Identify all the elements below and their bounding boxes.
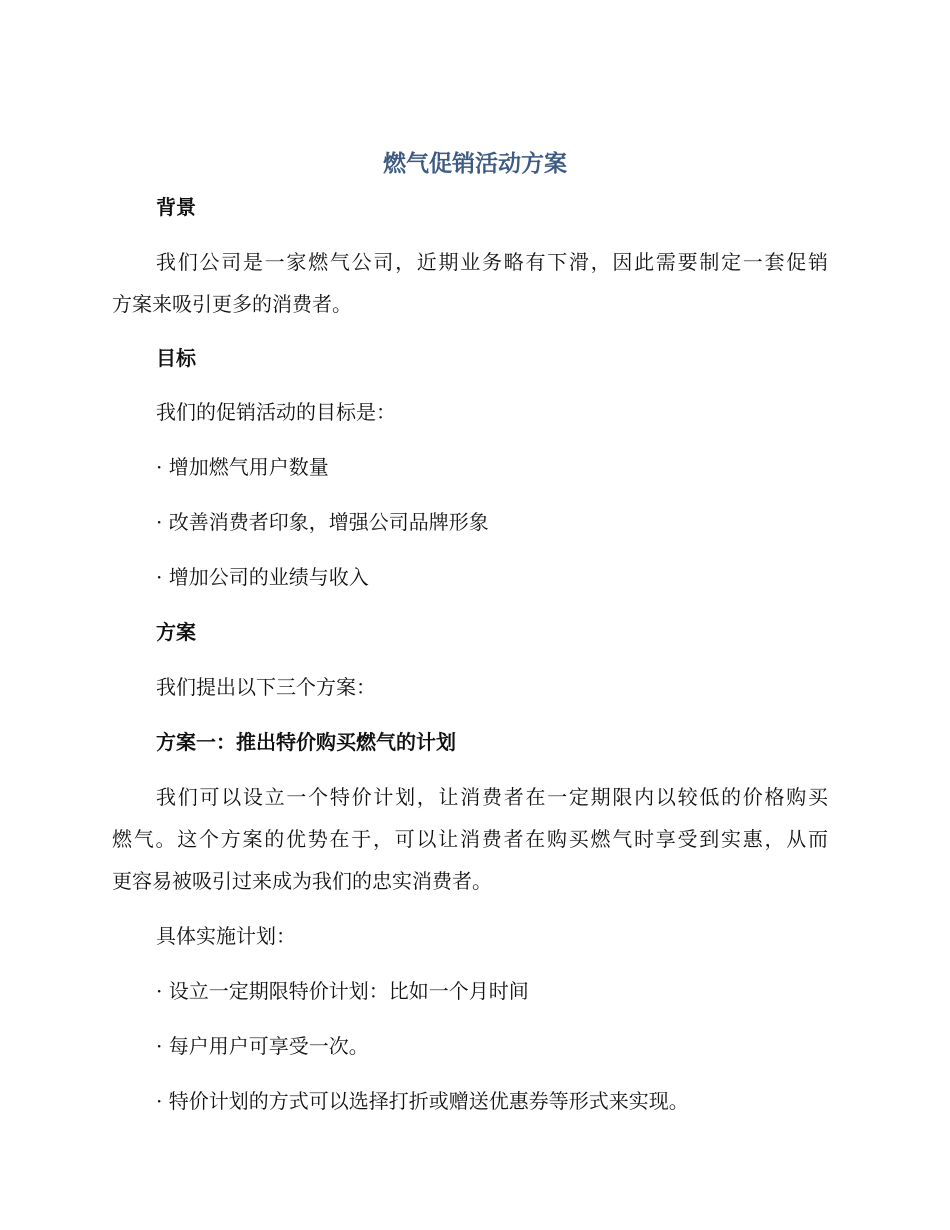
plan1-step-2: · 每户用户可享受一次。 (156, 1034, 369, 1058)
background-paragraph-line-1: 我们公司是一家燃气公司，近期业务略有下滑，因此需要制定一套促销 (156, 250, 828, 274)
plan1-paragraph-line-1: 我们可以设立一个特价计划，让消费者在一定期限内以较低的价格购买 (156, 785, 828, 809)
section-heading-background: 背景 (156, 195, 196, 219)
document-title: 燃气促销活动方案 (383, 151, 567, 177)
plan1-step-3: · 特价计划的方式可以选择打折或赠送优惠券等形式来实现。 (156, 1089, 689, 1113)
plan1-paragraph-line-3: 更容易被吸引过来成为我们的忠实消费者。 (112, 869, 492, 893)
goal-item-3: · 增加公司的业绩与收入 (156, 565, 369, 589)
plan1-paragraph-line-2: 燃气。这个方案的优势在于，可以让消费者在购买燃气时享受到实惠，从而 (112, 827, 828, 851)
plans-intro: 我们提出以下三个方案： (156, 675, 376, 699)
section-heading-goals: 目标 (156, 346, 196, 370)
plan1-step-1: · 设立一定期限特价计划：比如一个月时间 (156, 979, 529, 1003)
goal-item-2: · 改善消费者印象，增强公司品牌形象 (156, 510, 489, 534)
goal-item-1: · 增加燃气用户数量 (156, 455, 329, 479)
goals-intro: 我们的促销活动的目标是： (156, 400, 396, 424)
background-paragraph-line-2: 方案来吸引更多的消费者。 (112, 292, 352, 316)
plan1-heading: 方案一：推出特价购买燃气的计划 (156, 730, 456, 754)
section-heading-plans: 方案 (156, 620, 196, 644)
plan1-implementation-intro: 具体实施计划： (156, 924, 296, 948)
